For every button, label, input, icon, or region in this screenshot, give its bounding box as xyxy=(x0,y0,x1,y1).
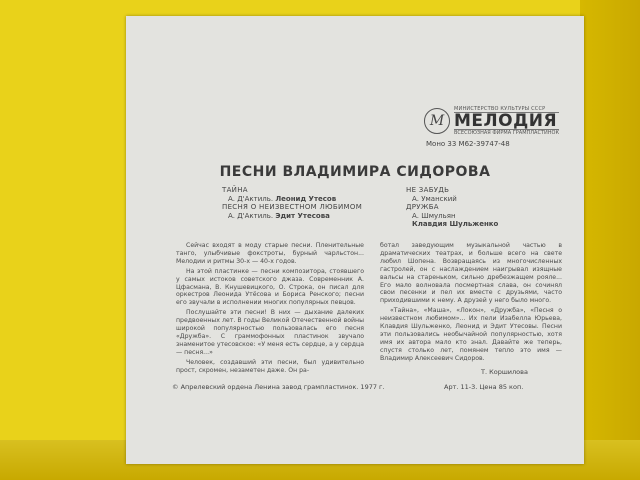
song-item xyxy=(222,203,402,220)
song-item xyxy=(222,186,402,203)
song-credit xyxy=(222,212,402,221)
song-list-right xyxy=(406,186,566,229)
song-list-left xyxy=(222,186,402,220)
paragraph: Послушайте эти песни! В них — дыхание далеких предвоенных лет. В годы Великой Отечественной войны широкой популярностью пользовалась его песня «Дружба». С граммофонных пластинок звучало знаменитое утесовское: «У меня есть сердце, а у сердца — песня...» xyxy=(176,309,364,356)
song-item xyxy=(406,186,566,203)
background-right xyxy=(580,0,640,480)
song-performer: Клавдия Шульженко xyxy=(412,220,499,228)
paragraph: Сейчас входят в моду старые песни. Пленительные танго, улыбчивые фокстроты, бурный чарльстон... Мелодии и ритмы 30-х — 40-х годов. xyxy=(176,242,364,265)
logo-ministry: МИНИСТЕРСТВО КУЛЬТУРЫ СССР xyxy=(454,106,546,112)
song-item xyxy=(406,203,566,229)
album-title: ПЕСНИ ВЛАДИМИРА СИДОРОВА xyxy=(219,164,491,180)
song-title: НЕ ЗАБУДЬ xyxy=(406,186,450,194)
melodiya-logo xyxy=(424,104,574,138)
author-signature: Т. Коршилова xyxy=(481,368,528,376)
paragraph: «Тайна», «Маша», «Локон», «Дружба», «Песня о неизвестном любимом»... Их пели Изабелла Юрьева, Клавдия Шульженко, Леонид и Эдит Утесовы. Песни эти пользовались необычайной популярностью, хотя имя их автора мало кто знал. Давайте же теперь, спустя столько лет, помянем тепло это имя — Владимир Алексеевич Сидоров. xyxy=(380,307,562,362)
song-credit xyxy=(406,212,566,221)
song-title: ПЕСНЯ О НЕИЗВЕСТНОМ ЛЮБИМОМ xyxy=(222,203,363,211)
song-author: А. Д'Актиль. xyxy=(228,211,274,220)
logo-firm: ВСЕСОЮЗНАЯ ФИРМА ГРАМПЛАСТИНОК xyxy=(454,130,560,136)
catalog-number: Моно 33 М62-39747-48 xyxy=(426,140,510,148)
song-title: ДРУЖБА xyxy=(406,203,439,211)
song-author: А. Шмульян xyxy=(412,211,456,220)
song-credit xyxy=(406,195,566,204)
paragraph: Человек, создавший эти песни, был удивительно прост, скромен, незаметен даже. Он ра- xyxy=(176,358,364,374)
paragraph: ботал заведующим музыкальной частью в драматических театрах, и больше всего на свете любил Шопена. Возвращаясь из многочисленных гастролей, он с наслаждением наигрывал изящные вальсы на стареньком, сильно дребезжащем рояле... Его мало волновала посмертная слава, он сочинял свои песенки и пел их вместе с друзьями, часто приходившими к нему. А друзей у него было много. xyxy=(380,242,562,305)
liner-notes-left xyxy=(176,242,364,377)
song-author: А. Д'Актиль. xyxy=(228,194,274,203)
logo-name: МЕЛОДИЯ xyxy=(454,111,558,131)
liner-notes-right xyxy=(380,242,562,365)
manufacturer-note: © Апрелевский ордена Ленина завод грампластинок. 1977 г. xyxy=(172,383,385,391)
price-note: Арт. 11-3. Цена 85 коп. xyxy=(444,383,524,391)
song-credit xyxy=(222,195,402,204)
song-title: ТАЙНА xyxy=(222,186,248,194)
paragraph: На этой пластинке — песни композитора, стоявшего у самых истоков советского джаза. Современник А. Цфасмана, В. Кнушевицкого, О. Строка, он писал для оркестров Леонида Утёсова и Бориса Ренского; песни его звучали в исполнении многих популярных певцов. xyxy=(176,267,364,307)
logo-text xyxy=(454,106,559,136)
song-author: А. Уманский xyxy=(412,194,457,203)
melodiya-emblem-icon: М xyxy=(424,108,450,134)
song-performer: Леонид Утесов xyxy=(275,194,337,203)
song-performer: Эдит Утесова xyxy=(275,211,330,220)
song-credit xyxy=(406,220,566,229)
record-sleeve xyxy=(126,16,584,464)
